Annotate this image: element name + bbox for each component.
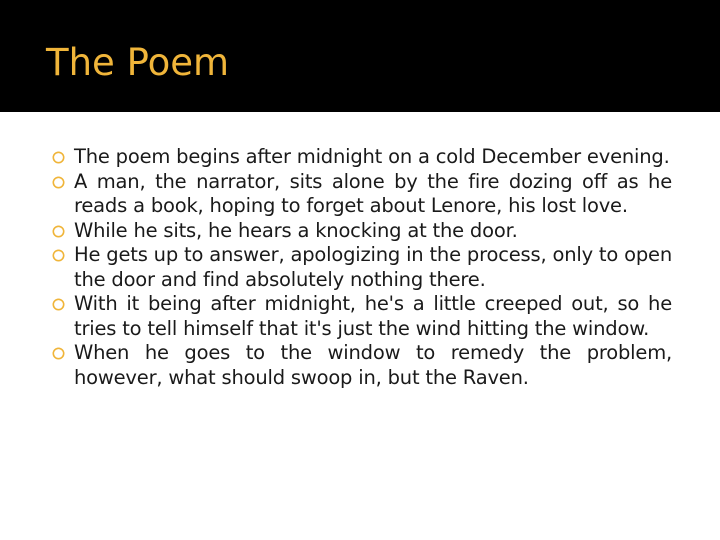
bullet-text: He gets up to answer, apologizing in the process, only to open the door and find absolutely nothing there. xyxy=(74,243,672,291)
bullet-item xyxy=(52,292,672,341)
bullet-item xyxy=(52,170,672,219)
slide-title: The Poem xyxy=(46,41,230,84)
bullet-text: While he sits, he hears a knocking at the door. xyxy=(74,218,518,242)
bullet-item xyxy=(52,219,672,244)
hollow-circle-bullet-icon xyxy=(52,298,65,311)
title-band xyxy=(0,0,720,112)
bullet-text: When he goes to the window to remedy the problem, however, what should swoop in, but the Raven. xyxy=(74,341,672,389)
hollow-circle-bullet-icon xyxy=(52,225,65,238)
hollow-circle-bullet-icon xyxy=(52,151,65,164)
hollow-circle-bullet-icon xyxy=(52,176,65,189)
hollow-circle-bullet-icon xyxy=(52,249,65,262)
bullet-list xyxy=(52,145,672,390)
bullet-item xyxy=(52,341,672,390)
hollow-circle-bullet-icon xyxy=(52,347,65,360)
bullet-text: A man, the narrator, sits alone by the fire dozing off as he reads a book, hoping to forget about Lenore, his lost love. xyxy=(74,169,672,217)
bullet-text: With it being after midnight, he's a little creeped out, so he tries to tell himself that it's just the wind hitting the window. xyxy=(74,292,672,340)
bullet-item xyxy=(52,145,672,170)
bullet-item xyxy=(52,243,672,292)
bullet-text: The poem begins after midnight on a cold December evening. xyxy=(74,145,670,168)
